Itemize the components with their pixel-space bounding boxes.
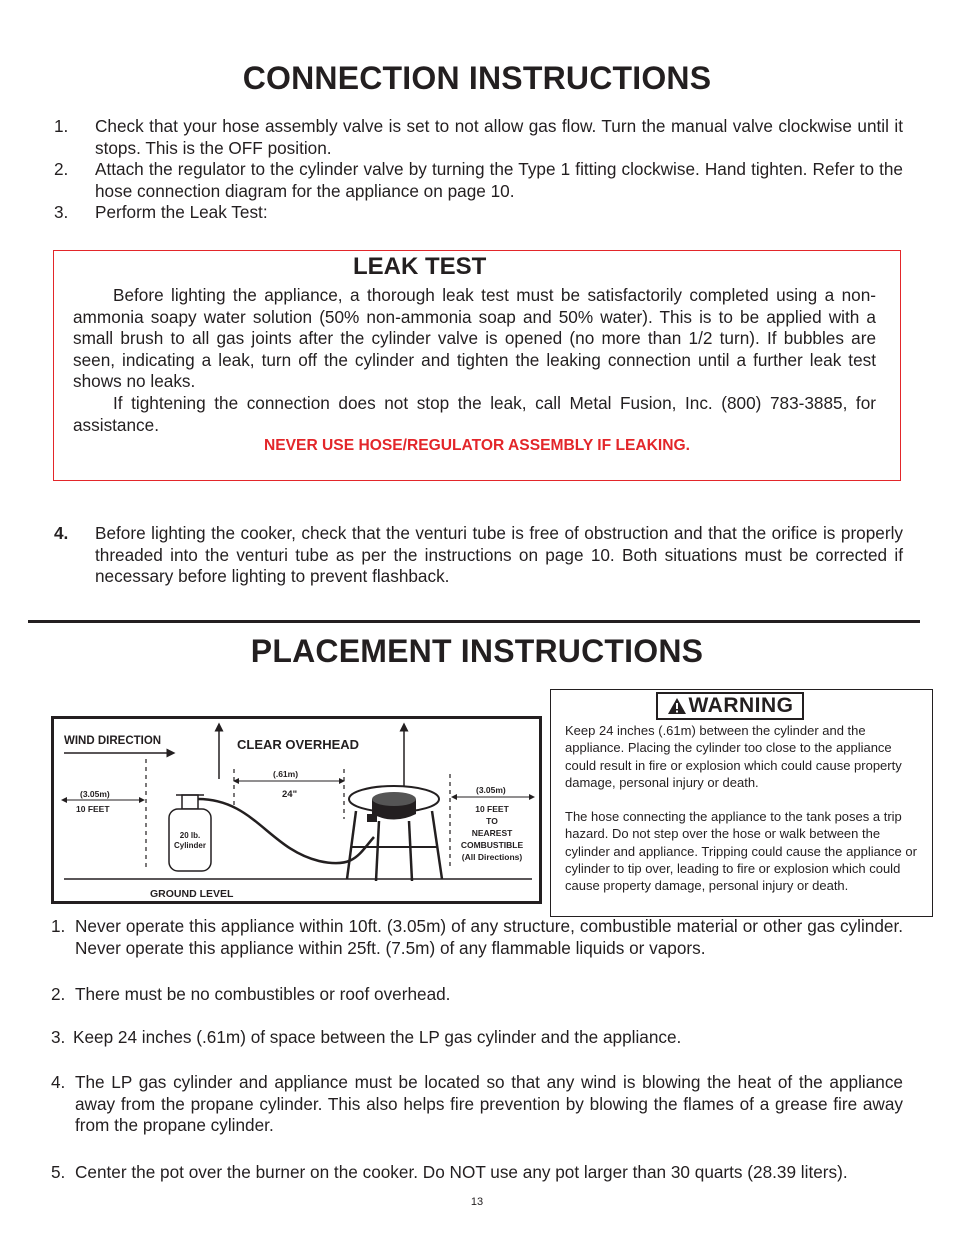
list-item <box>51 1162 903 1184</box>
cylinder-label: 20 lb. <box>179 831 201 840</box>
placement-title: PLACEMENT INSTRUCTIONS <box>250 633 704 669</box>
gas-hose <box>198 799 374 863</box>
step-number: 3. <box>54 202 69 223</box>
leak-test-title: LEAK TEST <box>353 253 487 280</box>
left-metric-label: (3.05m) <box>80 789 110 799</box>
warning-paragraph: The hose connecting the appliance to the tank poses a trip hazard. Do not step over the hose or walk between the cylinder and appliance. Tripping could cause the appliance or cylinder to tip over, leading to fire or explosion which could cause property damage, personal injury or death. <box>565 809 917 894</box>
item-number: 4. <box>51 1072 66 1092</box>
list-item <box>54 523 903 588</box>
section-divider <box>28 620 920 623</box>
mid-inches-label: 24" <box>282 789 298 800</box>
clear-overhead-label: CLEAR OVERHEAD <box>237 737 360 752</box>
warning-triangle-icon <box>667 697 687 715</box>
list-item <box>51 984 903 1006</box>
connection-title: CONNECTION INSTRUCTIONS <box>242 60 712 96</box>
step-number: 4. <box>54 523 69 543</box>
step-number: 1. <box>54 116 69 136</box>
connection-step-4 <box>54 523 903 588</box>
warning-badge <box>656 692 804 720</box>
list-item <box>51 1027 903 1049</box>
placement-item-5 <box>51 1162 903 1184</box>
warning-paragraph: Keep 24 inches (.61m) between the cylinder and the appliance. Placing the cylinder too close to the appliance could result in fire or explosion which could cause property damage, personal injury or death. <box>565 723 902 790</box>
step-text: Perform the Leak Test: <box>95 202 268 223</box>
cylinder-label: Cylinder <box>173 841 207 850</box>
item-number: 3. <box>51 1027 66 1047</box>
list-item <box>54 116 903 159</box>
right-label-line: (All Directions) <box>461 852 523 862</box>
step-text: Before lighting the cooker, check that the venturi tube is free of obstruction and that the orifice is properly threaded into the venturi tube as per the instructions on page 10. Both situations must be corrected if necessary before lighting to prevent flashback. <box>95 523 903 587</box>
placement-item-4 <box>51 1072 903 1137</box>
step-text: Attach the regulator to the cylinder valve by turning the Type 1 fitting clockwise. Hand tighten. Refer to the hose connection diagram for the appliance on page 10. <box>95 159 903 201</box>
item-text: Never operate this appliance within 10ft. (3.05m) of any structure, combustible material or other gas cylinder. Never operate this appliance within 25ft. (7.5m) of any flammable liquids or vapors. <box>75 916 903 958</box>
item-text: Center the pot over the burner on the cooker. Do NOT use any pot larger than 30 quarts (28.39 liters). <box>75 1162 848 1182</box>
list-item <box>51 916 903 959</box>
placement-item-3 <box>51 1027 903 1049</box>
leak-test-warning: NEVER USE HOSE/REGULATOR ASSEMBLY IF LEAKING. <box>263 437 690 454</box>
item-text: The LP gas cylinder and appliance must be located so that any wind is blowing the heat of the appliance away from the propane cylinder. This also helps fire prevention by blowing the flames of a grease fire away from the propane cylinder. <box>75 1072 903 1136</box>
right-label-line: 10 FEET <box>475 804 509 814</box>
item-text: Keep 24 inches (.61m) of space between the LP gas cylinder and the appliance. <box>73 1027 682 1047</box>
list-item <box>54 202 903 224</box>
mid-metric-label: (.61m) <box>273 769 299 779</box>
placement-item-2 <box>51 984 903 1006</box>
right-label-line: NEAREST <box>471 828 513 838</box>
connection-steps <box>54 116 903 224</box>
warning-label: WARNING <box>688 694 794 717</box>
leak-test-paragraph: If tightening the connection does not stop the leak, call Metal Fusion, Inc. (800) 783-3885, for assistance. <box>73 392 876 435</box>
right-label-line: TO <box>486 816 498 826</box>
wind-direction-label: WIND DIRECTION <box>64 735 162 747</box>
item-number: 2. <box>51 984 66 1004</box>
item-number: 1. <box>51 916 66 936</box>
placement-diagram <box>51 716 542 904</box>
list-item <box>54 159 903 202</box>
list-item <box>51 1072 903 1137</box>
right-label-line: COMBUSTIBLE <box>460 840 524 850</box>
placement-diagram-svg <box>54 719 539 901</box>
leak-test-body <box>73 285 876 436</box>
page-number: 13 <box>470 1196 484 1208</box>
cooker-icon <box>347 786 442 881</box>
ground-level-label: GROUND LEVEL <box>150 888 234 900</box>
item-text: There must be no combustibles or roof overhead. <box>75 984 451 1004</box>
step-number: 2. <box>54 159 69 180</box>
placement-item-1 <box>51 916 903 959</box>
leak-test-paragraph: Before lighting the appliance, a thorough leak test must be satisfactorily completed using a non-ammonia soapy water solution (50% non-ammonia soap and 50% water). This is to be applied with a small brush to all gas joints after the cylinder valve is opened (no more than 1/2 turn). If bubbles are seen, indicating a leak, turn off the cylinder and tighten the leaking connection until a further leak test shows no leaks. <box>73 285 876 392</box>
item-number: 5. <box>51 1162 66 1182</box>
right-metric-label: (3.05m) <box>476 785 506 795</box>
warning-text <box>565 722 925 895</box>
left-feet-label: 10 FEET <box>76 804 110 814</box>
step-text: Check that your hose assembly valve is set to not allow gas flow. Turn the manual valve clockwise until it stops. This is the OFF position. <box>95 116 903 158</box>
